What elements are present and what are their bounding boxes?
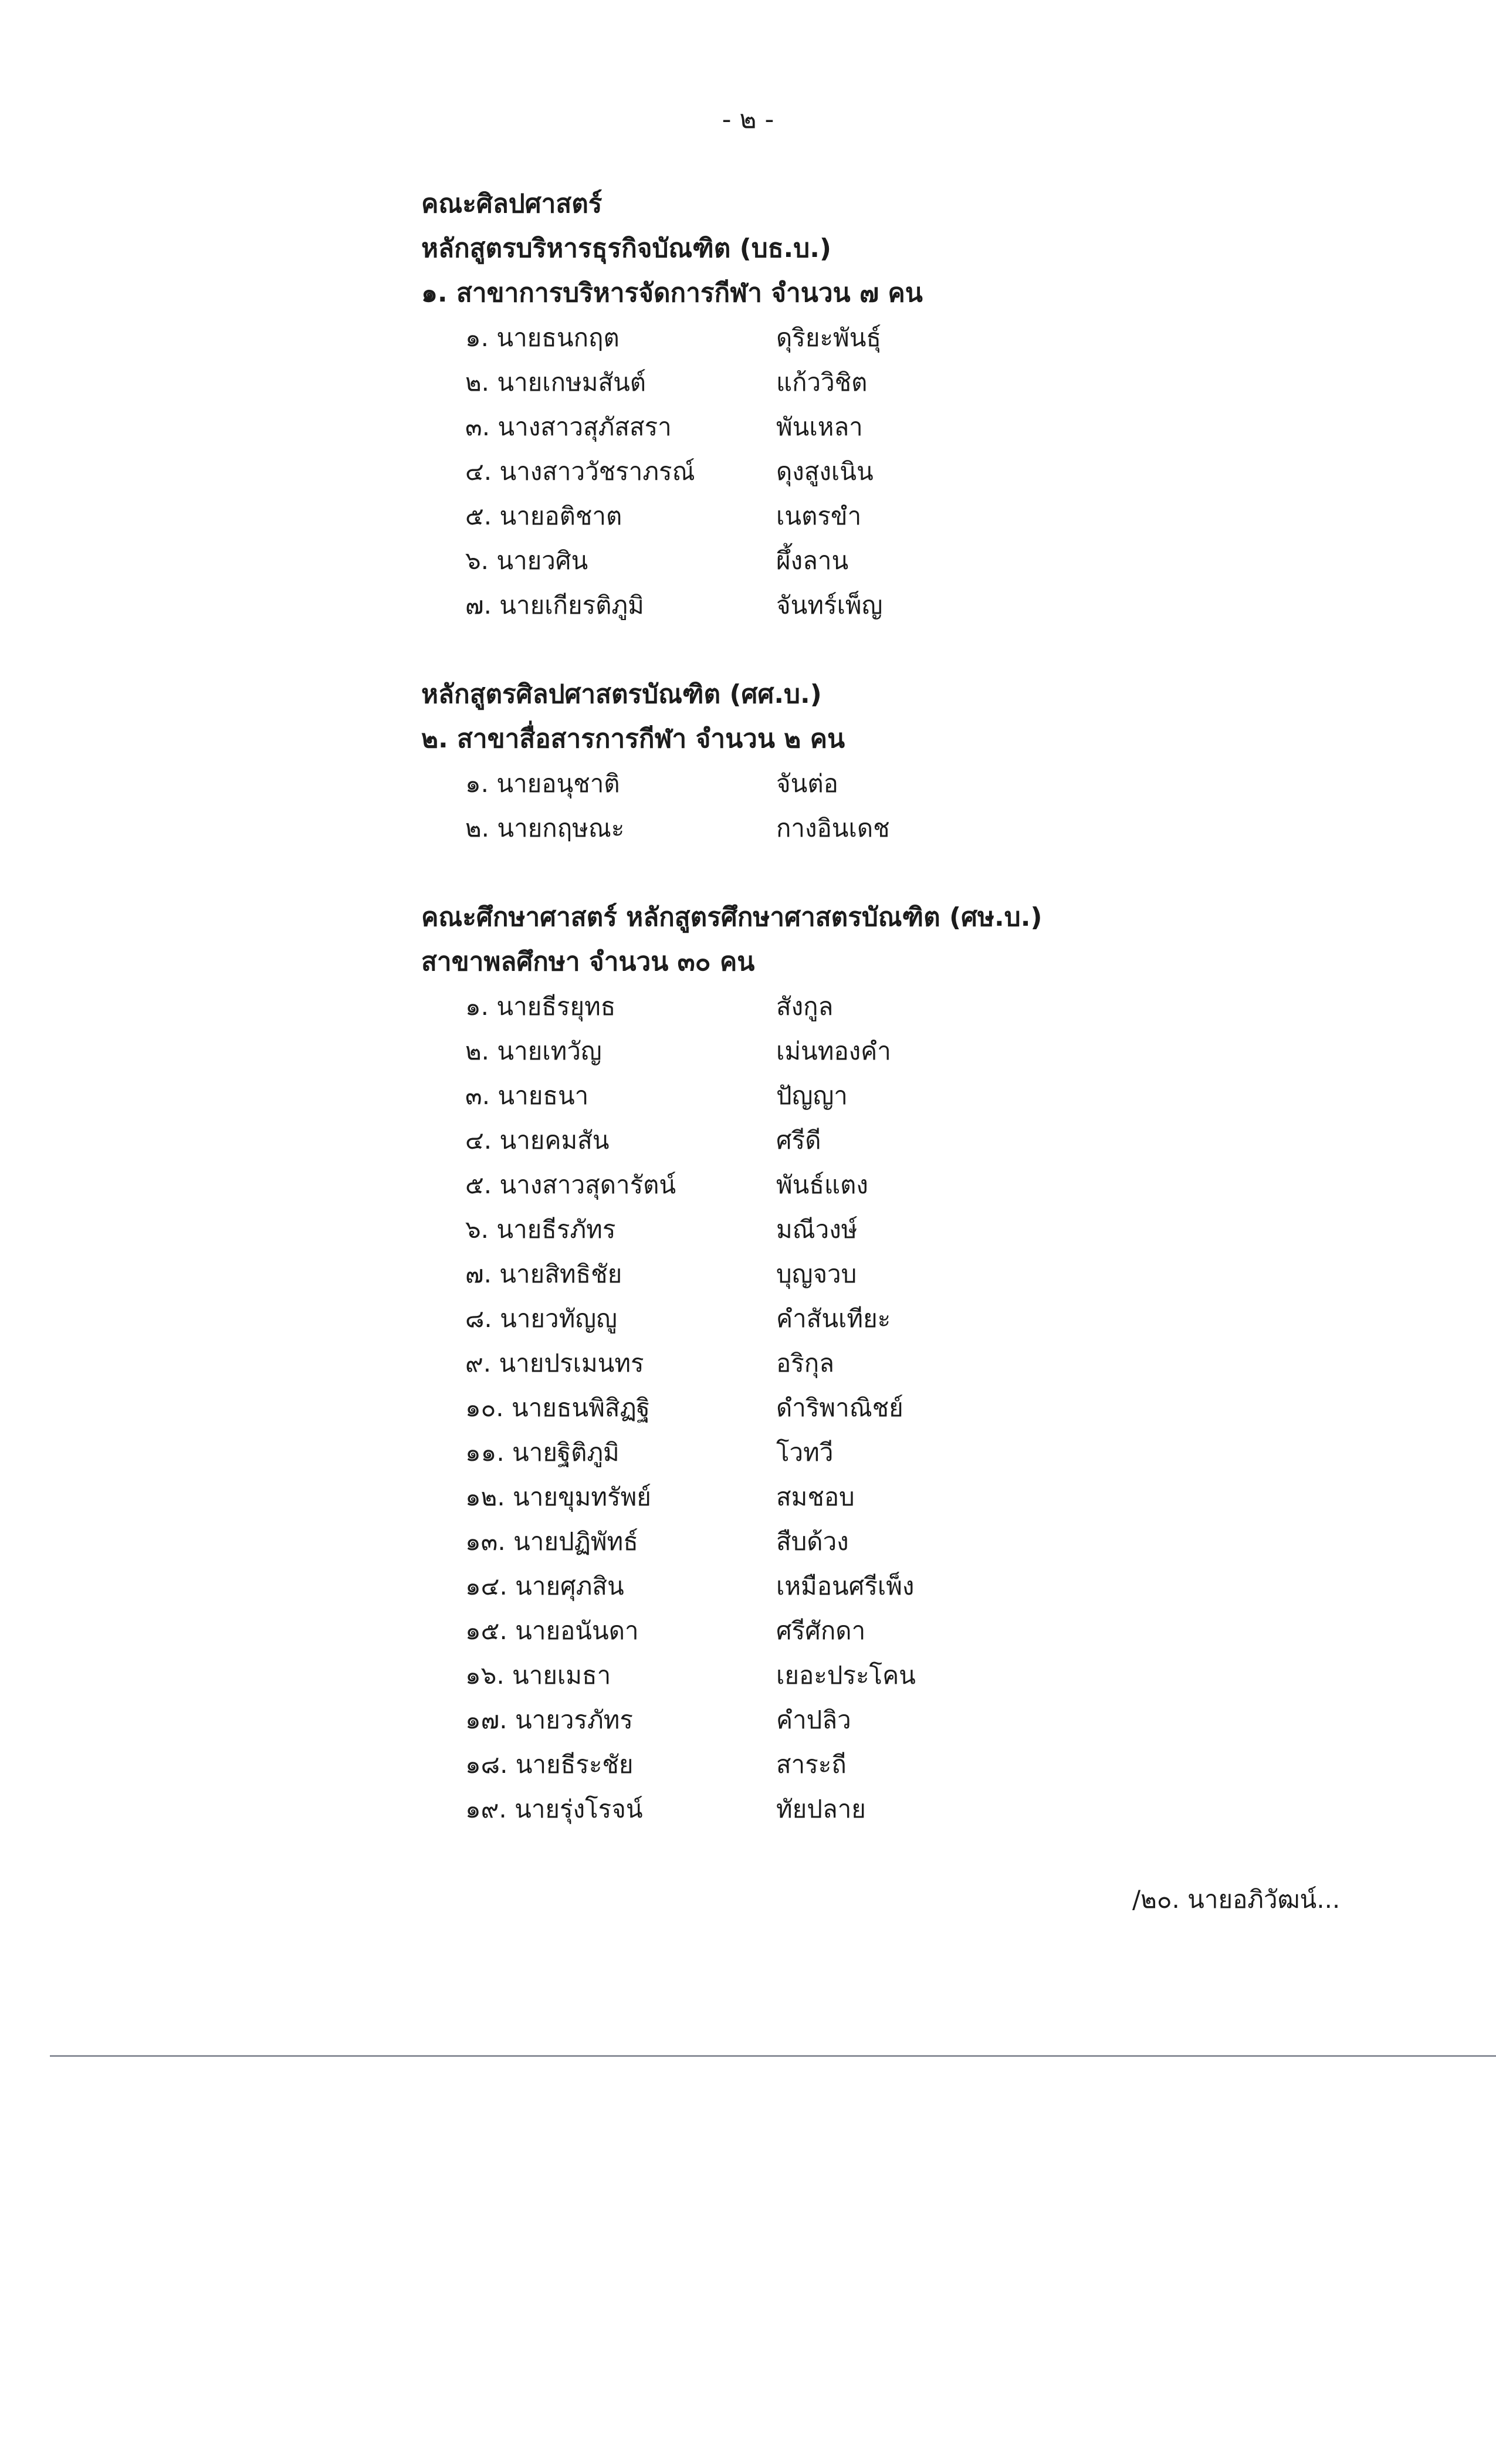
- list-item: [421, 405, 1301, 449]
- student-first-name: ๙. นายปรเมนทร: [465, 1349, 644, 1377]
- list-item: [421, 449, 1301, 494]
- student-first-name: ๑๙. นายรุ่งโรจน์: [465, 1795, 643, 1823]
- list-item: [421, 1609, 1301, 1653]
- student-last-name: ผึ้งลาน: [776, 546, 849, 575]
- student-last-name: ทัยปลาย: [776, 1795, 866, 1823]
- student-first-name: ๕. นายอติชาต: [465, 502, 622, 530]
- student-first-name: ๔. นายคมสัน: [465, 1126, 610, 1155]
- student-first-name: ๖. นายวศิน: [465, 546, 588, 575]
- list-item: [421, 1653, 1301, 1698]
- student-last-name: เยอะประโคน: [776, 1661, 916, 1690]
- list-item: [421, 1163, 1301, 1207]
- student-last-name: สังกูล: [776, 992, 834, 1021]
- student-first-name: ๒. นายเทวัญ: [465, 1037, 602, 1065]
- student-first-name: ๑๐. นายธนพิสิฏฐิ: [465, 1393, 650, 1422]
- student-last-name: จันทร์เพ็ญ: [776, 591, 883, 620]
- student-first-name: ๑๓. นายปฏิพัทธ์: [465, 1527, 638, 1556]
- program-heading-1: หลักสูตรบริหารธุรกิจบัณฑิต (บธ.บ.): [421, 233, 832, 263]
- student-last-name: ดำริพาณิชย์: [776, 1393, 903, 1422]
- list-item: [421, 1475, 1301, 1519]
- scan-edge-line: [50, 2055, 1496, 2057]
- list-item: [421, 1252, 1301, 1297]
- list-item: [421, 1698, 1301, 1742]
- student-first-name: ๑. นายอนุชาติ: [465, 769, 620, 798]
- list-item: [421, 1742, 1301, 1787]
- student-first-name: ๑๗. นายวรภัทร: [465, 1705, 633, 1734]
- student-last-name: คำปลิว: [776, 1705, 851, 1734]
- document-body: [421, 182, 1301, 1832]
- list-item: [421, 1074, 1301, 1118]
- continuation-note: /๒๐. นายอภิวัฒน์...: [1132, 1885, 1341, 1914]
- list-item: [421, 1341, 1301, 1386]
- list-item: [421, 1118, 1301, 1163]
- student-last-name: สมชอบ: [776, 1483, 855, 1511]
- student-last-name: ปัญญา: [776, 1081, 848, 1110]
- program-heading-3: คณะศึกษาศาสตร์ หลักสูตรศึกษาศาสตรบัณฑิต (ศษ.บ.): [421, 902, 1043, 932]
- student-last-name: กางอินเดช: [776, 814, 890, 842]
- program-heading-2: หลักสูตรศิลปศาสตรบัณฑิต (ศศ.บ.): [421, 679, 822, 709]
- major-heading-1: ๑. สาขาการบริหารจัดการกีฬา จำนวน ๗ คน: [421, 278, 923, 308]
- student-first-name: ๑๑. นายฐิติภูมิ: [465, 1438, 620, 1467]
- list-item: [421, 494, 1301, 539]
- list-item: [421, 761, 1301, 806]
- student-last-name: ศรีดี: [776, 1126, 821, 1155]
- list-item: [421, 806, 1301, 851]
- list-item: [421, 1430, 1301, 1475]
- student-list-3: [421, 984, 1301, 1832]
- student-last-name: เม่นทองคำ: [776, 1037, 891, 1065]
- list-item: [421, 583, 1301, 628]
- major-heading-2: ๒. สาขาสื่อสารการกีฬา จำนวน ๒ คน: [421, 724, 845, 754]
- student-first-name: ๑. นายธีรยุทธ: [465, 992, 616, 1021]
- student-list-2: [421, 761, 1301, 851]
- student-last-name: อริกุล: [776, 1349, 834, 1377]
- major-heading-3: สาขาพลศึกษา จำนวน ๓๐ คน: [421, 947, 755, 977]
- list-item: [421, 984, 1301, 1029]
- student-last-name: คำสันเทียะ: [776, 1304, 891, 1333]
- student-last-name: จันต่อ: [776, 769, 838, 798]
- student-last-name: พันเหลา: [776, 412, 863, 441]
- list-item: [421, 360, 1301, 405]
- student-first-name: ๓. นางสาวสุภัสสรา: [465, 412, 672, 441]
- list-item: [421, 1386, 1301, 1430]
- student-first-name: ๘. นายวทัญญู: [465, 1304, 617, 1333]
- spacer: [421, 851, 1301, 895]
- student-first-name: ๑๒. นายขุมทรัพย์: [465, 1483, 651, 1511]
- spacer: [421, 628, 1301, 672]
- student-first-name: ๗. นายสิทธิชัย: [465, 1260, 622, 1288]
- page-number: - ๒ -: [722, 104, 774, 134]
- student-first-name: ๒. นายเกษมสันต์: [465, 368, 647, 397]
- student-first-name: ๑๖. นายเมธา: [465, 1661, 611, 1690]
- list-item: [421, 1207, 1301, 1252]
- list-item: [421, 1564, 1301, 1609]
- student-first-name: ๓. นายธนา: [465, 1081, 589, 1110]
- student-first-name: ๑๔. นายศุภสิน: [465, 1572, 624, 1600]
- student-last-name: บุญจวบ: [776, 1260, 857, 1288]
- student-last-name: เหมือนศรีเพ็ง: [776, 1572, 915, 1600]
- student-last-name: เนตรขำ: [776, 502, 862, 530]
- list-item: [421, 316, 1301, 360]
- student-last-name: สาระถี: [776, 1750, 847, 1779]
- student-first-name: ๗. นายเกียรติภูมิ: [465, 591, 644, 620]
- student-first-name: ๒. นายกฤษณะ: [465, 814, 625, 842]
- student-last-name: ดุริยะพันธุ์: [776, 323, 882, 352]
- student-last-name: ดุงสูงเนิน: [776, 457, 874, 486]
- student-last-name: มณีวงษ์: [776, 1215, 858, 1244]
- student-first-name: ๑. นายธนกฤต: [465, 323, 620, 352]
- list-item: [421, 1787, 1301, 1832]
- student-last-name: แก้ววิชิต: [776, 368, 868, 397]
- student-first-name: ๑๘. นายธีระชัย: [465, 1750, 634, 1779]
- list-item: [421, 1297, 1301, 1341]
- student-first-name: ๕. นางสาวสุดารัตน์: [465, 1170, 676, 1199]
- student-last-name: สืบด้วง: [776, 1527, 849, 1556]
- list-item: [421, 1029, 1301, 1074]
- list-item: [421, 539, 1301, 583]
- faculty-heading: คณะศิลปศาสตร์: [421, 189, 603, 219]
- student-list-1: [421, 316, 1301, 628]
- student-first-name: ๖. นายธีรภัทร: [465, 1215, 616, 1244]
- student-first-name: ๔. นางสาววัชราภรณ์: [465, 457, 695, 486]
- student-first-name: ๑๕. นายอนันดา: [465, 1616, 639, 1645]
- list-item: [421, 1519, 1301, 1564]
- student-last-name: ศรีศักดา: [776, 1616, 866, 1645]
- student-last-name: โวทวี: [776, 1438, 834, 1467]
- student-last-name: พันธ์แตง: [776, 1170, 868, 1199]
